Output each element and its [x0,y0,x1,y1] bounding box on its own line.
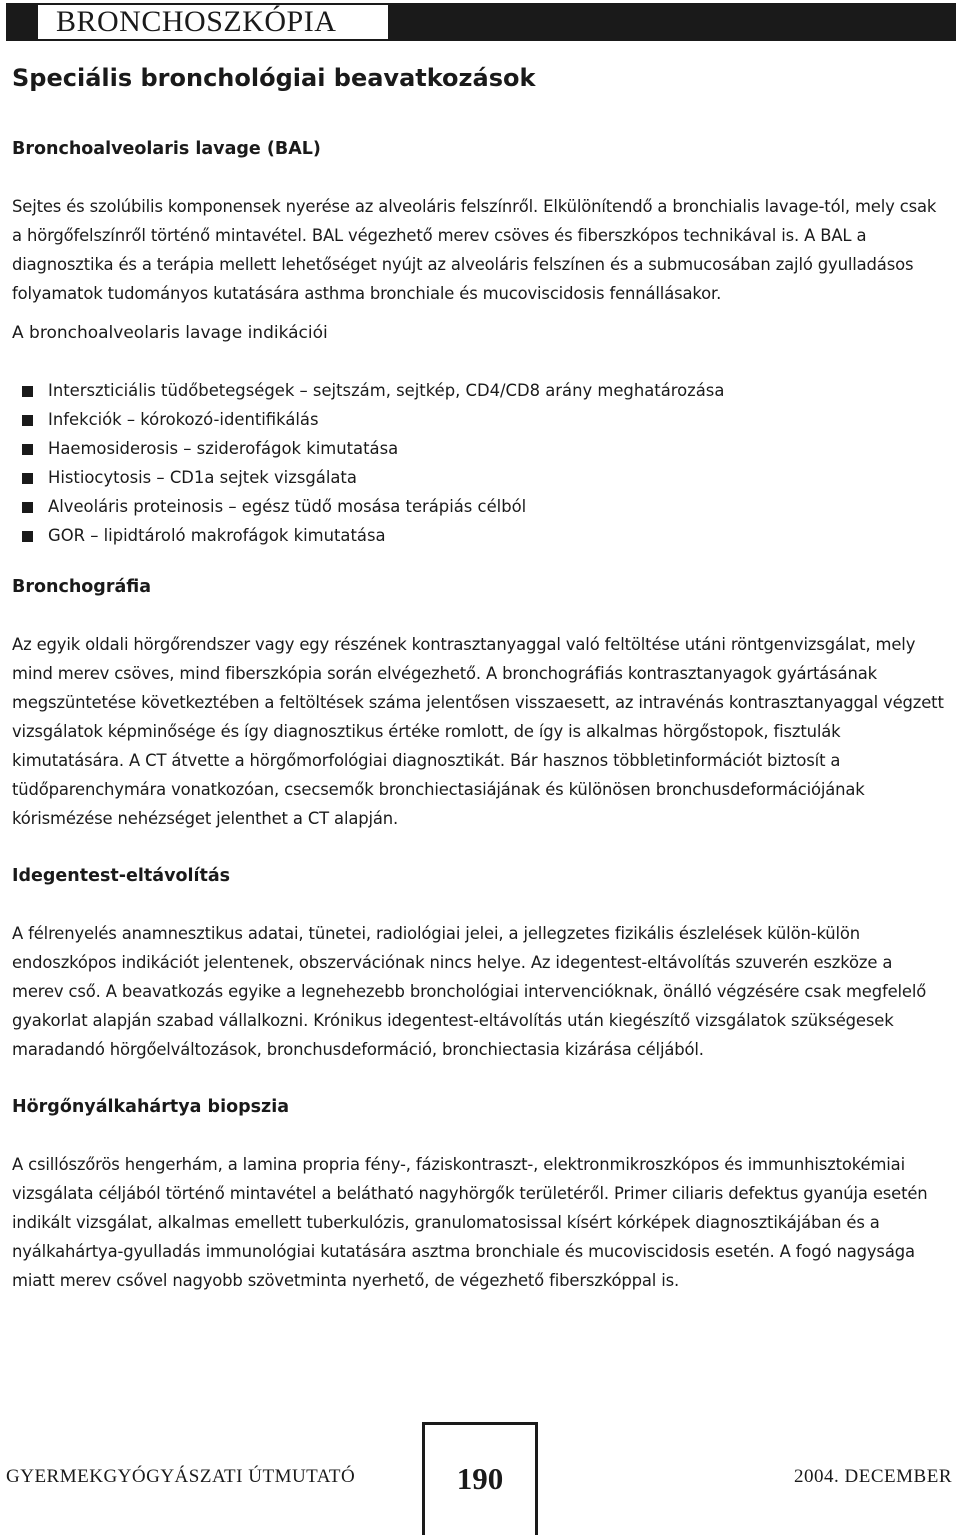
bal-indications-list [12,376,947,550]
page-footer [0,1420,960,1535]
bullet-square-icon [22,386,33,397]
idegentest-paragraph: A félrenyelés anamnesztikus adatai, tünetei, radiológiai jelei, a jellegzetes fizikális észlelések külön-külön endoszkópos indikációt jelentenek, obszervációnak nincs helye. Az idegentest-eltávolítás szuverén eszköze a merev cső. A beavatkozás egyike a legnehezebb bronchológiai intervencióknak, önálló végzésére csak megfelelő gyakorlat alapján szabad vállalkozni. Krónikus idegentest-eltávolítás után kiegészítő vizsgálatok szükségesek maradandó hörgőelváltozások, bronchusdeformáció, bronchiectasia kizárása céljából. [12,924,927,1059]
chapter-label: BRONCHOSZKÓPIA [38,5,388,39]
bullet-square-icon [22,444,33,455]
header-bar [0,0,960,45]
bullet-square-icon [22,473,33,484]
bullet-square-icon [22,415,33,426]
bronchografia-paragraph: Az egyik oldali hörgőrendszer vagy egy részének kontrasztanyaggal való feltöltése utáni röntgenvizsgálat, mely mind merev csöves, mind fiberszkópia során elvégezhető. A bronchográfiás kontrasztanyagok gyártásának megszüntetése következtében a feltöltések száma jelentősen visszaesett, az intravénás kontrasztanyaggal végzett vizsgálatok képminősége és így diagnosztikus értéke romlott, de így is alkalmas hörgőstopok, fisztulák kimutatására. A CT átvette a hörgőmorfológiai diagnosztikát. Bár hasznos többletinformációt biztosít a tüdőparenchymára vonatkozóan, csecsemők bronchiectasiájának és különösen bronchusdeformációjának kórismézése nehézséget jelenthet a CT alapján. [12,635,944,828]
page-number: 190 [422,1422,538,1535]
main-content [12,60,947,1295]
biopszia-heading: Hörgőnyálkahártya biopszia [12,1097,290,1117]
bal-paragraph: Sejtes és szolúbilis komponensek nyerése az alveoláris felszínről. Elkülönítendő a bronchialis lavage-tól, mely csak a hörgőfelszínről történő mintavétel. BAL végezhető merev csöves és fiberszkópos technikával is. A BAL a diagnosztika és a terápia mellett lehetőséget nyújt az alveoláris felszínen és a submucosában zajló gyulladásos folyamatok tudományos kutatására asthma bronchiale és mucoviscidosis fennállásakor. [12,197,937,303]
list-item: Histiocytosis – CD1a sejtek vizsgálata [12,463,947,492]
bullet-square-icon [22,531,33,542]
list-item: Interszticiális tüdőbetegségek – sejtszám, sejtkép, CD4/CD8 arány meghatározása [12,376,947,405]
list-item: Haemosiderosis – sziderofágok kimutatása [12,434,947,463]
bronchografia-heading: Bronchográfia [12,577,152,597]
footer-date: 2004. DECEMBER [794,1466,952,1487]
footer-publication-title: GYERMEKGYÓGYÁSZATI ÚTMUTATÓ [6,1466,356,1487]
bal-indications-heading: A bronchoalveolaris lavage indikációi [12,323,328,343]
biopszia-paragraph: A csillószőrös hengerhám, a lamina propria fény-, fáziskontraszt-, elektronmikroszkópos és immunhisztokémiai vizsgálata céljából történő mintavétel a belátható nagyhörgők területéről. Primer ciliaris defektus gyanúja esetén indikált vizsgálat, alkalmas emellett tuberkulózis, granulomatosissal kísért kórképek diagnosztikájában és a nyálkahártya-gyulladás immunológiai kutatására asztma bronchiale és mucoviscidosis esetén. A fogó nagysága miatt merev csővel nagyobb szövetminta nyerhető, de végezhető fiberszkóppal is. [12,1155,928,1290]
bal-heading: Bronchoalveolaris lavage (BAL) [12,139,321,159]
idegentest-heading: Idegentest-eltávolítás [12,866,231,886]
list-item: Infekciók – kórokozó-identifikálás [12,405,947,434]
list-item: GOR – lipidtároló makrofágok kimutatása [12,521,947,550]
bullet-square-icon [22,502,33,513]
list-item: Alveoláris proteinosis – egész tüdő mosása terápiás célból [12,492,947,521]
page-title: Speciális bronchológiai beavatkozások [12,64,536,92]
